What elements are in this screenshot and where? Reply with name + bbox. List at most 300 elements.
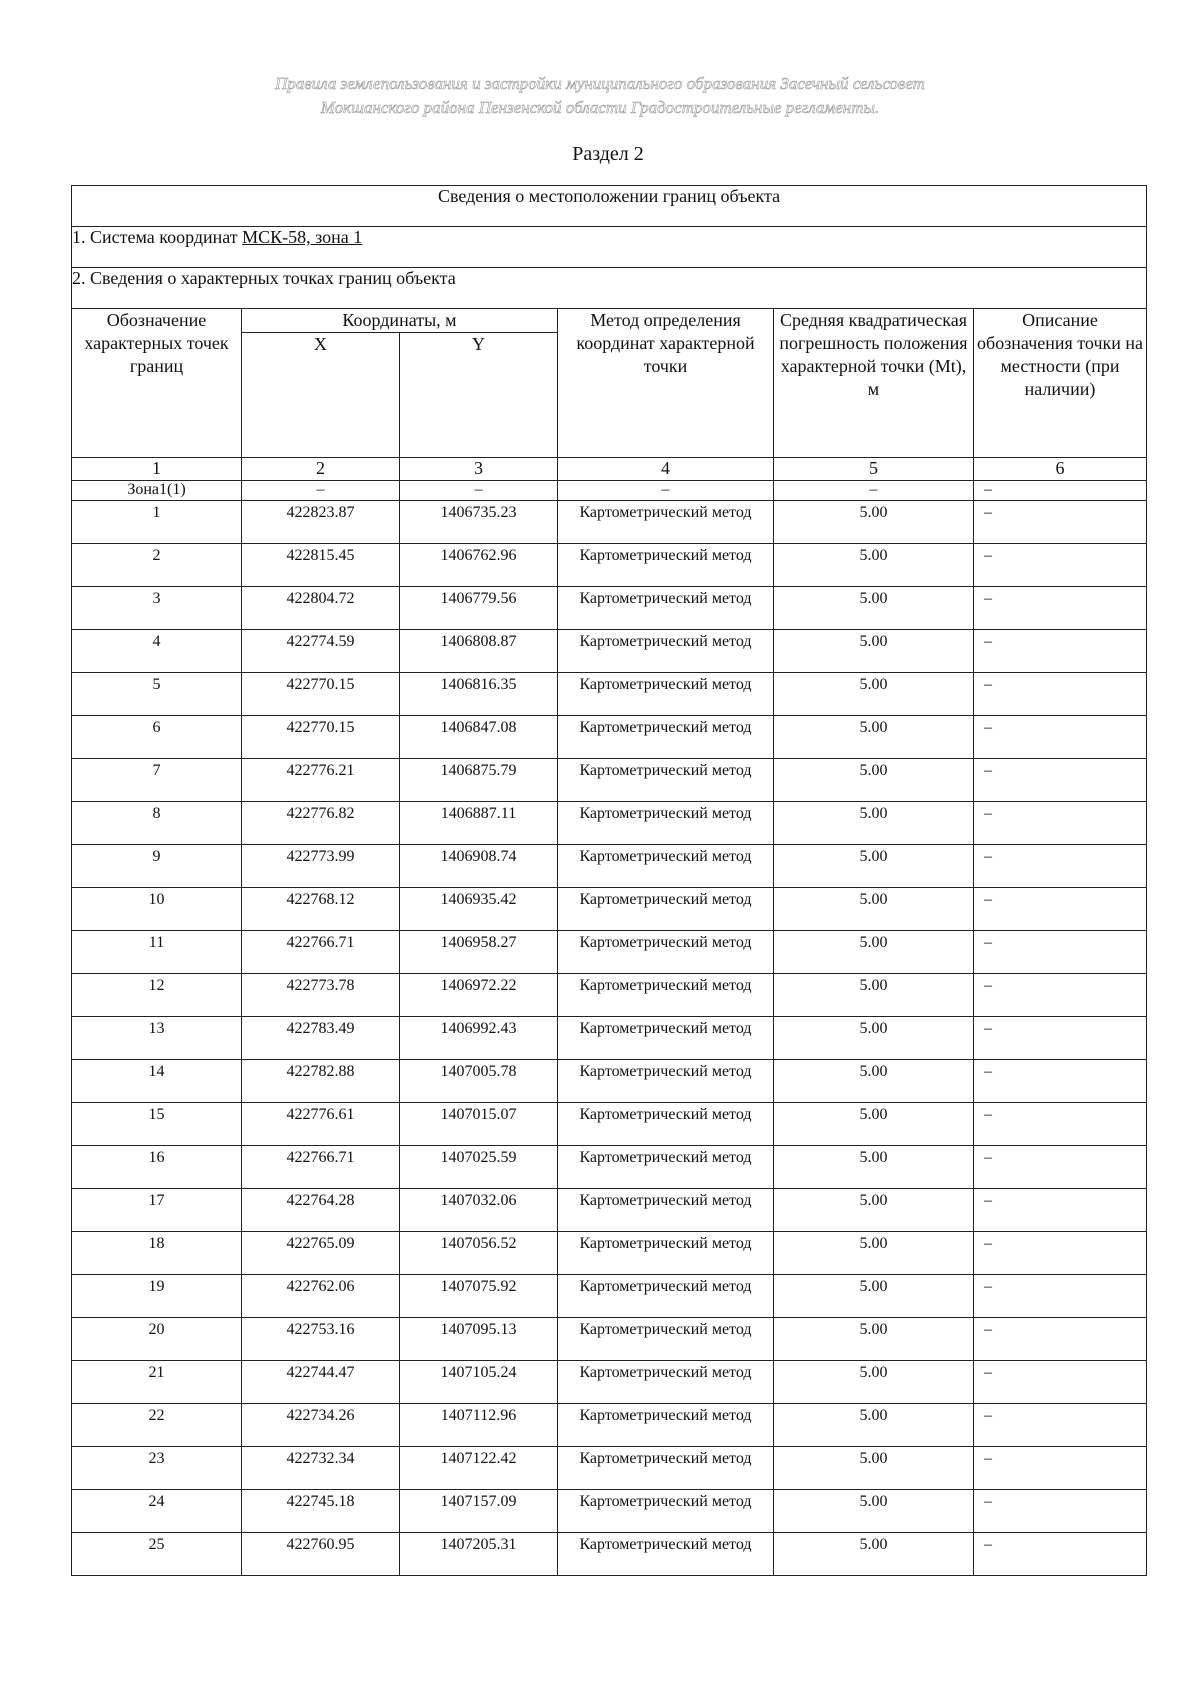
point-number: 20	[148, 1321, 165, 1338]
point-error-cell	[774, 802, 974, 845]
point-x-cell	[242, 1361, 400, 1404]
point-description-cell	[974, 974, 1147, 1017]
table-row	[72, 544, 1147, 587]
point-method-cell	[558, 1533, 774, 1576]
point-error-cell	[774, 1533, 974, 1576]
point-error: 5.00	[859, 1278, 888, 1295]
point-method: Картометрический метод	[579, 891, 752, 908]
point-description: –	[984, 1192, 992, 1209]
point-number: 11	[148, 934, 165, 951]
column-number: 5	[774, 458, 974, 481]
point-x-cell	[242, 974, 400, 1017]
point-error: 5.00	[859, 590, 888, 607]
point-y: 1407105.24	[440, 1364, 517, 1381]
point-y-cell	[400, 1146, 558, 1189]
point-y: 1406887.11	[440, 805, 517, 822]
point-y-cell	[400, 974, 558, 1017]
table-row	[72, 716, 1147, 759]
point-method: Картометрический метод	[579, 1364, 752, 1381]
point-description-cell	[974, 630, 1147, 673]
point-error-cell	[774, 673, 974, 716]
point-x: 422760.95	[286, 1536, 355, 1553]
point-number: 10	[148, 891, 165, 908]
table-row	[72, 673, 1147, 716]
point-x: 422773.99	[286, 848, 355, 865]
coord-system-label: 1. Система координат	[72, 227, 243, 247]
point-x-cell	[242, 1318, 400, 1361]
point-x: 422815.45	[286, 547, 355, 564]
point-number-cell	[72, 716, 242, 759]
point-method: Картометрический метод	[579, 1407, 752, 1424]
table-row	[72, 1189, 1147, 1232]
point-y: 1407015.07	[440, 1106, 517, 1123]
section-title: Раздел 2	[572, 143, 644, 165]
point-y: 1407005.78	[440, 1063, 517, 1080]
point-y: 1407056.52	[440, 1235, 517, 1252]
point-y-cell	[400, 1404, 558, 1447]
point-y: 1407157.09	[440, 1493, 517, 1510]
point-y-cell	[400, 1490, 558, 1533]
point-error: 5.00	[859, 934, 888, 951]
point-x: 422823.87	[286, 504, 355, 521]
table-row	[72, 630, 1147, 673]
point-number-cell	[72, 1146, 242, 1189]
point-description: –	[984, 805, 992, 822]
table-row	[72, 1447, 1147, 1490]
point-method-cell	[558, 1060, 774, 1103]
point-error-cell	[774, 1103, 974, 1146]
point-y-cell	[400, 1060, 558, 1103]
table-row	[72, 802, 1147, 845]
point-number-cell	[72, 1189, 242, 1232]
point-method: Картометрический метод	[579, 1235, 752, 1252]
point-method: Картометрический метод	[579, 1493, 752, 1510]
point-number-cell	[72, 1060, 242, 1103]
point-y: 1406908.74	[440, 848, 517, 865]
point-number-cell	[72, 1103, 242, 1146]
point-method-cell	[558, 1232, 774, 1275]
point-description-cell	[974, 1103, 1147, 1146]
point-description: –	[984, 547, 992, 564]
column-number: 3	[400, 458, 558, 481]
point-method-cell	[558, 1146, 774, 1189]
point-method-cell	[558, 1447, 774, 1490]
table-row	[72, 931, 1147, 974]
point-y-cell	[400, 716, 558, 759]
point-method-cell	[558, 974, 774, 1017]
point-y: 1406958.27	[440, 934, 517, 951]
point-x: 422734.26	[286, 1407, 355, 1424]
point-y: 1406816.35	[440, 676, 517, 693]
point-x-cell	[242, 1275, 400, 1318]
point-description: –	[984, 1235, 992, 1252]
point-y-cell	[400, 845, 558, 888]
point-method: Картометрический метод	[579, 676, 752, 693]
point-description: –	[984, 977, 992, 994]
table-row	[72, 1146, 1147, 1189]
point-x-cell	[242, 716, 400, 759]
column-number: 1	[72, 458, 242, 481]
point-error-cell	[774, 1490, 974, 1533]
zone-description: –	[974, 481, 1147, 501]
point-error-cell	[774, 1404, 974, 1447]
point-description-cell	[974, 845, 1147, 888]
point-number-cell	[72, 802, 242, 845]
point-method: Картометрический метод	[579, 1321, 752, 1338]
table-row	[72, 1275, 1147, 1318]
point-error: 5.00	[859, 1020, 888, 1037]
point-method-cell	[558, 1103, 774, 1146]
point-description-cell	[974, 1232, 1147, 1275]
column-number: 4	[558, 458, 774, 481]
table-row	[72, 1318, 1147, 1361]
point-error-cell	[774, 759, 974, 802]
point-error: 5.00	[859, 1321, 888, 1338]
point-y-cell	[400, 802, 558, 845]
point-description: –	[984, 1450, 992, 1467]
col-header-description: Описание обозначения точки на местности (при наличии)	[974, 309, 1147, 458]
point-method-cell	[558, 716, 774, 759]
point-x: 422804.72	[286, 590, 355, 607]
point-y-cell	[400, 1275, 558, 1318]
point-y-cell	[400, 1533, 558, 1576]
point-y-cell	[400, 630, 558, 673]
point-error: 5.00	[859, 1450, 888, 1467]
point-x: 422765.09	[286, 1235, 355, 1252]
point-error: 5.00	[859, 1106, 888, 1123]
point-x-cell	[242, 1017, 400, 1060]
table-row	[72, 587, 1147, 630]
point-y: 1407205.31	[440, 1536, 517, 1553]
point-method-cell	[558, 587, 774, 630]
point-x: 422773.78	[286, 977, 355, 994]
point-error-cell	[774, 544, 974, 587]
point-x-cell	[242, 1232, 400, 1275]
point-y-cell	[400, 1318, 558, 1361]
point-error: 5.00	[859, 1407, 888, 1424]
point-description: –	[984, 1407, 992, 1424]
point-method-cell	[558, 1361, 774, 1404]
point-y-cell	[400, 673, 558, 716]
point-error: 5.00	[859, 1364, 888, 1381]
point-description: –	[984, 1536, 992, 1553]
point-error-cell	[774, 716, 974, 759]
table-row	[72, 759, 1147, 802]
point-description-cell	[974, 1318, 1147, 1361]
point-description-cell	[974, 1060, 1147, 1103]
point-description-cell	[974, 1275, 1147, 1318]
point-error-cell	[774, 1017, 974, 1060]
table-row	[72, 1017, 1147, 1060]
point-number-cell	[72, 501, 242, 544]
point-number-cell	[72, 1232, 242, 1275]
col-header-x: X	[242, 333, 400, 458]
point-number: 24	[148, 1493, 165, 1510]
point-error-cell	[774, 630, 974, 673]
point-method: Картометрический метод	[579, 1063, 752, 1080]
table-title: Сведения о местоположении границ объекта	[72, 186, 1147, 227]
point-error-cell	[774, 1361, 974, 1404]
point-y: 1407075.92	[440, 1278, 517, 1295]
point-method: Картометрический метод	[579, 1020, 752, 1037]
col-header-designation: Обозначение характерных точек границ	[72, 309, 242, 458]
point-method: Картометрический метод	[579, 719, 752, 736]
zone-method: –	[558, 481, 774, 501]
point-x-cell	[242, 759, 400, 802]
point-y-cell	[400, 759, 558, 802]
point-error: 5.00	[859, 633, 888, 650]
point-x-cell	[242, 501, 400, 544]
point-error: 5.00	[859, 1235, 888, 1252]
point-error-cell	[774, 888, 974, 931]
point-error-cell	[774, 974, 974, 1017]
document-header	[0, 72, 1200, 120]
point-error: 5.00	[859, 977, 888, 994]
point-x-cell	[242, 1146, 400, 1189]
point-method: Картометрический метод	[579, 805, 752, 822]
table-row	[72, 1490, 1147, 1533]
point-x: 422766.71	[286, 934, 355, 951]
point-x: 422745.18	[286, 1493, 355, 1510]
point-description: –	[984, 676, 992, 693]
point-method: Картометрический метод	[579, 1450, 752, 1467]
table-row	[72, 1533, 1147, 1576]
point-number-cell	[72, 630, 242, 673]
point-number-cell	[72, 1275, 242, 1318]
table-row	[72, 1232, 1147, 1275]
point-error: 5.00	[859, 762, 888, 779]
point-number: 15	[148, 1106, 165, 1123]
point-y: 1407095.13	[440, 1321, 517, 1338]
point-method-cell	[558, 673, 774, 716]
point-description: –	[984, 1063, 992, 1080]
point-number: 16	[148, 1149, 165, 1166]
point-description-cell	[974, 673, 1147, 716]
point-error-cell	[774, 1447, 974, 1490]
col-header-method: Метод определения координат характерной точки	[558, 309, 774, 458]
point-x-cell	[242, 587, 400, 630]
point-x-cell	[242, 544, 400, 587]
column-number: 6	[974, 458, 1147, 481]
point-method-cell	[558, 1490, 774, 1533]
point-description-cell	[974, 1189, 1147, 1232]
point-description-cell	[974, 587, 1147, 630]
point-x-cell	[242, 888, 400, 931]
point-method-cell	[558, 1318, 774, 1361]
point-y-cell	[400, 1447, 558, 1490]
point-description-cell	[974, 1533, 1147, 1576]
point-description: –	[984, 504, 992, 521]
point-error-cell	[774, 931, 974, 974]
point-error: 5.00	[859, 1192, 888, 1209]
col-header-coordinates: Координаты, м	[242, 309, 558, 333]
point-description-cell	[974, 501, 1147, 544]
point-description: –	[984, 719, 992, 736]
point-method-cell	[558, 630, 774, 673]
point-error-cell	[774, 1146, 974, 1189]
point-description-cell	[974, 1146, 1147, 1189]
point-number: 18	[148, 1235, 165, 1252]
point-number: 2	[152, 547, 161, 564]
point-description: –	[984, 1106, 992, 1123]
point-description: –	[984, 1278, 992, 1295]
point-error: 5.00	[859, 676, 888, 693]
column-number-row	[72, 458, 1147, 481]
point-method: Картометрический метод	[579, 1106, 752, 1123]
point-number-cell	[72, 759, 242, 802]
point-method: Картометрический метод	[579, 1149, 752, 1166]
zone-error: –	[774, 481, 974, 501]
point-error: 5.00	[859, 1493, 888, 1510]
point-description: –	[984, 762, 992, 779]
point-x-cell	[242, 845, 400, 888]
point-y-cell	[400, 544, 558, 587]
table-row	[72, 1103, 1147, 1146]
point-y: 1407112.96	[440, 1407, 517, 1424]
point-x-cell	[242, 1490, 400, 1533]
point-description: –	[984, 891, 992, 908]
point-x: 422766.71	[286, 1149, 355, 1166]
point-method-cell	[558, 845, 774, 888]
point-method-cell	[558, 888, 774, 931]
point-number: 12	[148, 977, 165, 994]
point-number-cell	[72, 673, 242, 716]
point-y-cell	[400, 888, 558, 931]
col-header-error: Средняя квадратическая погрешность положения характерной точки (Mt), м	[774, 309, 974, 458]
point-error-cell	[774, 845, 974, 888]
point-x: 422782.88	[286, 1063, 355, 1080]
point-y: 1407025.59	[440, 1149, 517, 1166]
point-method-cell	[558, 802, 774, 845]
point-number: 4	[152, 633, 161, 650]
point-method-cell	[558, 501, 774, 544]
point-number: 17	[148, 1192, 165, 1209]
point-method: Картометрический метод	[579, 547, 752, 564]
point-number: 1	[152, 504, 161, 521]
table-row	[72, 1060, 1147, 1103]
point-error-cell	[774, 1275, 974, 1318]
point-number: 8	[152, 805, 161, 822]
table-row	[72, 845, 1147, 888]
point-error: 5.00	[859, 547, 888, 564]
table-row	[72, 501, 1147, 544]
point-x-cell	[242, 1533, 400, 1576]
point-x-cell	[242, 802, 400, 845]
point-number: 9	[152, 848, 161, 865]
point-x: 422753.16	[286, 1321, 355, 1338]
zone-label: Зона1(1)	[72, 481, 242, 501]
point-error: 5.00	[859, 504, 888, 521]
points-section-title: 2. Сведения о характерных точках границ объекта	[72, 268, 1147, 309]
point-number-cell	[72, 1447, 242, 1490]
point-method: Картометрический метод	[579, 1536, 752, 1553]
point-description: –	[984, 1364, 992, 1381]
point-y: 1406875.79	[440, 762, 517, 779]
point-error: 5.00	[859, 848, 888, 865]
point-number-cell	[72, 974, 242, 1017]
point-method: Картометрический метод	[579, 633, 752, 650]
point-x: 422768.12	[286, 891, 355, 908]
point-number-cell	[72, 544, 242, 587]
point-description: –	[984, 633, 992, 650]
point-description: –	[984, 1020, 992, 1037]
point-number: 5	[152, 676, 161, 693]
point-number: 25	[148, 1536, 165, 1553]
point-y: 1406847.08	[440, 719, 517, 736]
point-error-cell	[774, 1060, 974, 1103]
point-number-cell	[72, 587, 242, 630]
zone-x: –	[242, 481, 400, 501]
point-x-cell	[242, 1189, 400, 1232]
point-error-cell	[774, 587, 974, 630]
point-description-cell	[974, 1447, 1147, 1490]
point-number: 23	[148, 1450, 165, 1467]
point-method: Картометрический метод	[579, 977, 752, 994]
point-method: Картометрический метод	[579, 934, 752, 951]
point-description: –	[984, 848, 992, 865]
coord-system-value: МСК-58, зона 1	[242, 227, 363, 247]
point-number-cell	[72, 1533, 242, 1576]
point-y-cell	[400, 1103, 558, 1146]
point-method-cell	[558, 759, 774, 802]
point-number: 7	[152, 762, 161, 779]
point-description-cell	[974, 544, 1147, 587]
point-number-cell	[72, 1361, 242, 1404]
point-description-cell	[974, 1017, 1147, 1060]
point-error: 5.00	[859, 719, 888, 736]
point-description-cell	[974, 802, 1147, 845]
point-method-cell	[558, 931, 774, 974]
point-number-cell	[72, 888, 242, 931]
point-y-cell	[400, 1017, 558, 1060]
point-x-cell	[242, 630, 400, 673]
point-y-cell	[400, 587, 558, 630]
point-y-cell	[400, 501, 558, 544]
point-description: –	[984, 1321, 992, 1338]
point-y: 1406972.22	[440, 977, 517, 994]
point-number: 22	[148, 1407, 165, 1424]
point-description-cell	[974, 716, 1147, 759]
point-number-cell	[72, 931, 242, 974]
point-y: 1406779.56	[440, 590, 517, 607]
zone-row	[72, 481, 1147, 501]
table-row	[72, 1404, 1147, 1447]
point-x: 422744.47	[286, 1364, 355, 1381]
point-y: 1406992.43	[440, 1020, 517, 1037]
point-y: 1407122.42	[440, 1450, 517, 1467]
point-description-cell	[974, 1490, 1147, 1533]
point-y-cell	[400, 1189, 558, 1232]
point-x-cell	[242, 1060, 400, 1103]
point-number-cell	[72, 845, 242, 888]
point-x: 422783.49	[286, 1020, 355, 1037]
point-number: 21	[148, 1364, 165, 1381]
boundary-points-table	[71, 185, 1147, 1576]
col-header-y: Y	[400, 333, 558, 458]
point-method: Картометрический метод	[579, 848, 752, 865]
point-y: 1406808.87	[440, 633, 517, 650]
point-x: 422764.28	[286, 1192, 355, 1209]
point-number-cell	[72, 1490, 242, 1533]
point-y-cell	[400, 931, 558, 974]
point-y: 1406735.23	[440, 504, 517, 521]
point-number: 14	[148, 1063, 165, 1080]
point-number: 13	[148, 1020, 165, 1037]
point-y: 1406762.96	[440, 547, 517, 564]
point-method: Картометрический метод	[579, 762, 752, 779]
point-number: 3	[152, 590, 161, 607]
point-x-cell	[242, 1103, 400, 1146]
